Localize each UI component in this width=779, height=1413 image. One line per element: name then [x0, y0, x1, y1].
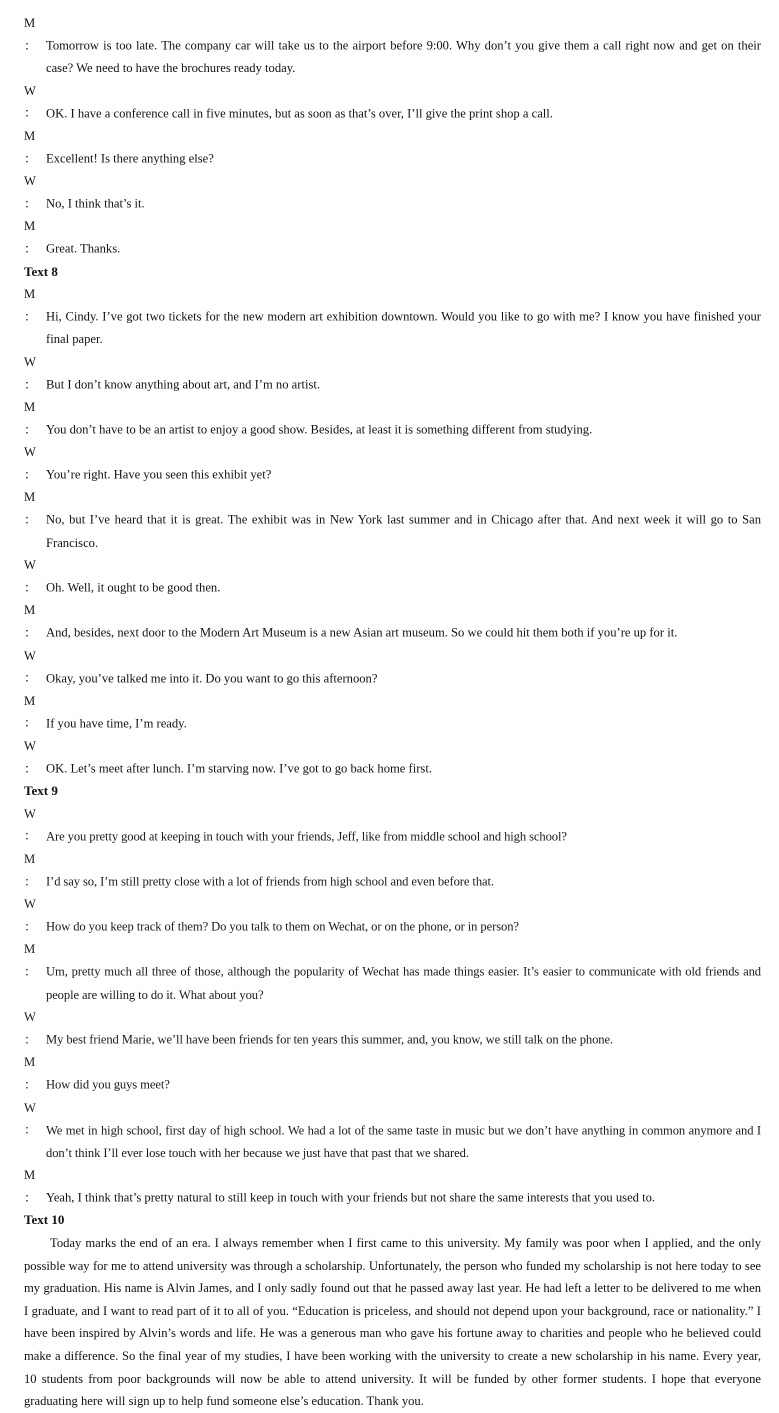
line-text: How did you guys meet? [46, 1077, 170, 1092]
dialogue-line [24, 735, 761, 780]
speaker-separator: ： [24, 1190, 37, 1205]
line-text: No, I think that’s it. [46, 196, 145, 211]
speaker-label: W [24, 354, 36, 369]
dialogue-line [24, 554, 761, 599]
dialogue-line [24, 12, 761, 80]
speaker-separator: ： [24, 1123, 37, 1138]
dialogue-line [24, 1006, 761, 1051]
speaker-label: W [24, 174, 36, 189]
line-text: How do you keep track of them? Do you talk to them on Wechat, or on the phone, or in person? [46, 919, 519, 934]
monologue-paragraph: Today marks the end of an era. I always remember when I first came to this university. My family was poor when I applied, and the only possible way for me to attend university was through a scholarship. Unfortunately, the person who funded my scholarship is not here today to see my graduation. His name is Alvin James, and I only sadly found out that he passed away last year. He had left a letter to be delivered to me when I graduate, and I want to read part of it to all of you. “Education is priceless, and should not depend upon your background, race or nationality.” I have been inspired by Alvin’s words and life. He was a generous man who gave his fortune away to charities and people who he believed could make a difference. So the final year of my studies, I have been working with the university to create a new scholarship in his name. Every year, 10 students from poor backgrounds will now be able to attend university. It will be funded by other former students. I hope that everyone graduating here will sign up to help fund someone else’s education. Thank you. [24, 1236, 761, 1409]
line-text: Are you pretty good at keeping in touch with your friends, Jeff, like from middle school and high school? [46, 829, 567, 844]
speaker-label: W [24, 806, 36, 821]
speaker-separator: ： [24, 106, 37, 121]
speaker-label: W [24, 739, 36, 753]
dialogue-line [24, 80, 761, 125]
speaker-label: M [24, 1168, 36, 1183]
speaker-label: W [24, 897, 36, 912]
speaker-label: W [24, 648, 36, 663]
dialogue-line [24, 938, 761, 1006]
dialogue-line [24, 351, 761, 396]
dialogue-line [24, 125, 761, 170]
line-text: Great. Thanks. [46, 241, 121, 256]
dialogue-line [24, 1097, 761, 1165]
speaker-separator: ： [24, 716, 37, 731]
speaker-label: M [24, 16, 36, 30]
section-heading: Text 8 [24, 263, 58, 279]
speaker-separator: ： [24, 151, 37, 166]
line-text: You’re right. Have you seen this exhibit yet? [46, 467, 272, 482]
line-text: Um, pretty much all three of those, although the popularity of Wechat has made things easier. It’s easier to communicate with old friends and people are willing to do it. What about you? [46, 964, 761, 1002]
dialogue-line [24, 396, 761, 441]
speaker-label: M [24, 693, 36, 708]
line-text: Hi, Cindy. I’ve got two tickets for the new modern art exhibition downtown. Would you like to go with me? I know you have finished your final paper. [46, 309, 761, 347]
line-text: You don’t have to be an artist to enjoy a good show. Besides, at least it is something different from studying. [46, 422, 593, 437]
speaker-label: M [24, 1055, 36, 1070]
speaker-separator: ： [24, 196, 37, 211]
line-text: No, but I’ve heard that it is great. The exhibit was in New York last summer and in Chicago after that. And next week it will go to San Francisco. [46, 513, 761, 550]
speaker-label: W [24, 558, 36, 573]
dialogue-line [24, 1164, 761, 1209]
dialogue-line [24, 441, 761, 486]
dialogue-line [24, 645, 761, 690]
speaker-label: M [24, 942, 36, 957]
dialogue-line [24, 170, 761, 215]
line-text: Yeah, I think that’s pretty natural to still keep in touch with your friends but not share the same interests that you used to. [46, 1190, 656, 1205]
section-heading: Text 9 [24, 783, 58, 799]
line-text: Tomorrow is too late. The company car will take us to the airport before 9:00. Why don’t you give them a call right now and get on their case? We need to have the brochures ready today. [46, 38, 761, 76]
line-text: But I don’t know anything about art, and I’m no artist. [46, 377, 320, 392]
line-text: OK. Let’s meet after lunch. I’m starving now. I’ve got to go back home first. [46, 761, 432, 776]
dialogue-line [24, 690, 761, 735]
line-text: I’d say so, I’m still pretty close with a lot of friends from high school and even before that. [46, 874, 494, 889]
speaker-separator: ： [24, 513, 37, 528]
dialogue-line [24, 848, 761, 893]
speaker-label: M [24, 490, 36, 505]
speaker-separator: ： [24, 829, 37, 844]
speaker-label: M [24, 128, 36, 143]
speaker-separator: ： [24, 422, 37, 437]
line-text: Excellent! Is there anything else? [46, 151, 214, 166]
dialogue-line [24, 1051, 761, 1096]
speaker-label: W [24, 445, 36, 460]
speaker-separator: ： [24, 626, 37, 641]
speaker-label: M [24, 219, 36, 234]
line-text: We met in high school, first day of high school. We had a lot of the same taste in music but we don’t have anything in common anymore and I don’t think I’ll ever lose touch with her because we just have that past that we shared. [46, 1123, 761, 1160]
dialogue-line [24, 283, 761, 351]
speaker-label: W [24, 83, 36, 98]
dialogue-line [24, 486, 761, 554]
speaker-separator: ： [24, 309, 37, 324]
dialogue-line [24, 215, 761, 260]
line-text: If you have time, I’m ready. [46, 716, 187, 731]
speaker-label: M [24, 603, 36, 618]
dialogue-line [24, 893, 761, 938]
speaker-label: M [24, 400, 36, 415]
speaker-separator: ： [24, 580, 37, 595]
dialogue-line [24, 599, 761, 644]
speaker-label: W [24, 1010, 36, 1025]
speaker-label: W [24, 1100, 36, 1115]
speaker-separator: ： [24, 1032, 37, 1047]
speaker-label: M [24, 287, 36, 302]
speaker-separator: ： [24, 377, 37, 392]
line-text: Okay, you’ve talked me into it. Do you want to go this afternoon? [46, 671, 378, 686]
speaker-separator: ： [24, 874, 37, 889]
speaker-separator: ： [24, 964, 37, 979]
speaker-separator: ： [24, 671, 37, 686]
line-text: OK. I have a conference call in five minutes, but as soon as that’s over, I’ll give the print shop a call. [46, 106, 553, 121]
dialogue-line [24, 803, 761, 848]
speaker-separator: ： [24, 1077, 37, 1092]
line-text: My best friend Marie, we’ll have been friends for ten years this summer, and, you know, we still talk on the phone. [46, 1032, 614, 1047]
speaker-label: M [24, 851, 36, 866]
speaker-separator: ： [24, 241, 37, 256]
speaker-separator: ： [24, 761, 37, 776]
line-text: And, besides, next door to the Modern Art Museum is a new Asian art museum. So we could hit them both if you’re up for it. [46, 626, 678, 641]
section-heading: Text 10 [24, 1212, 65, 1228]
line-text: Oh. Well, it ought to be good then. [46, 580, 221, 595]
speaker-separator: ： [24, 919, 37, 934]
speaker-separator: ： [24, 467, 37, 482]
speaker-separator: ： [24, 38, 37, 53]
